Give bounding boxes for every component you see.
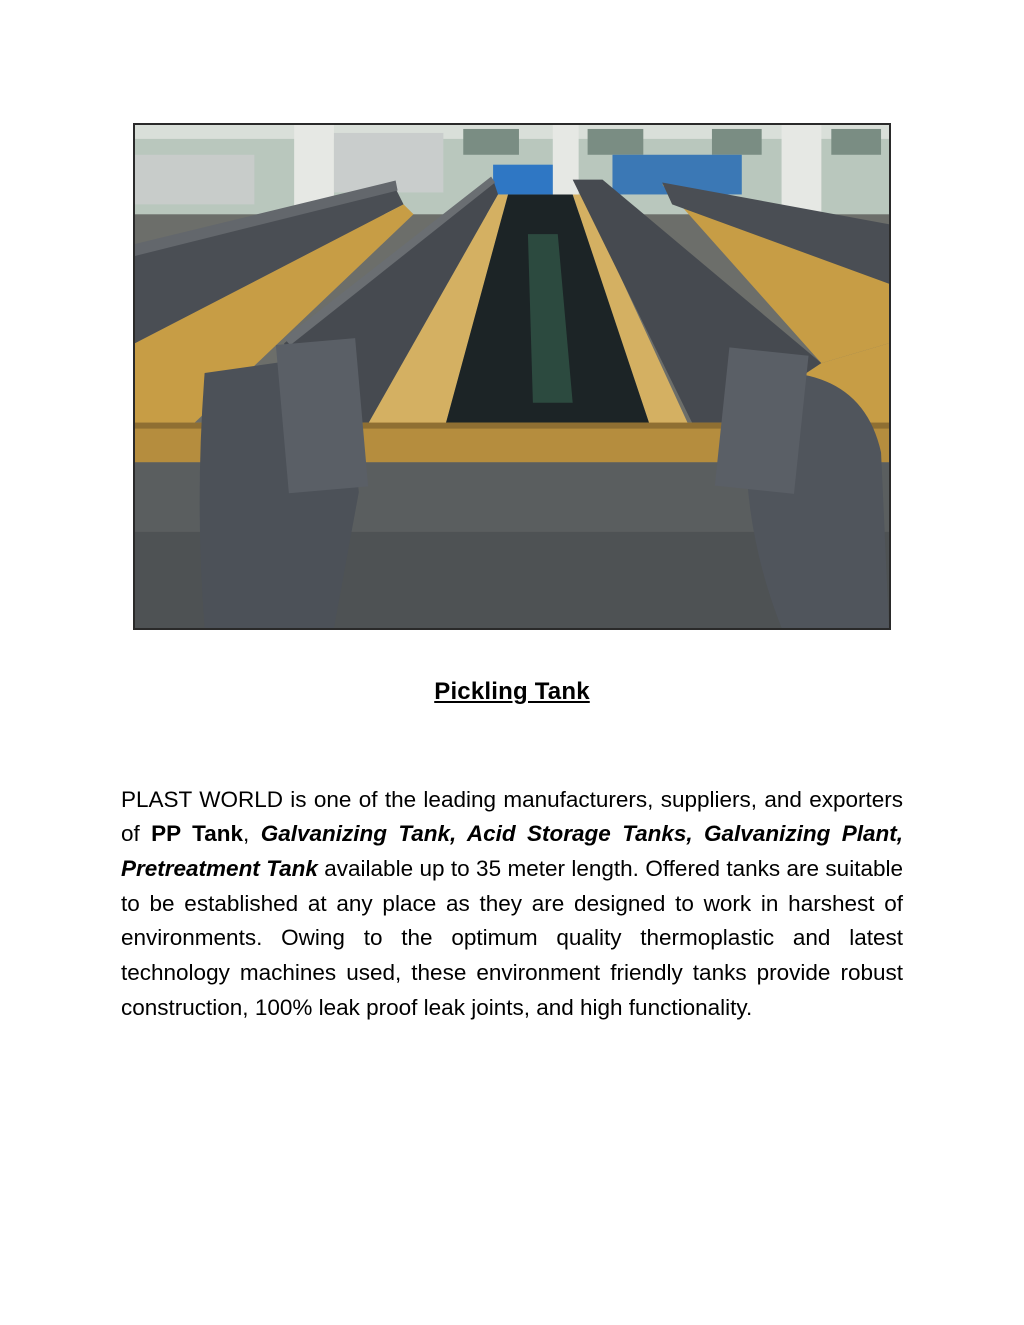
body-text: available up to 35 meter length. Offered tanks are suitable to be established at any place as they are designed to work in harshest of environments. Owing to the optimum quality thermoplastic and latest technology machines used, these environment friendly tanks provide robust construction, 100% leak proof leak joints, and high functionality.	[121, 855, 903, 1020]
description-paragraph	[121, 783, 903, 1026]
intro-text: PLAST WORLD is one of the leading manufacturers, suppliers, and exporters of	[121, 786, 903, 847]
separator-text: ,	[243, 821, 261, 847]
page-title: Pickling Tank	[434, 678, 590, 705]
pickling-tank-photo	[133, 123, 891, 630]
pp-tank-text: PP Tank	[151, 821, 244, 847]
product-list-text: Galvanizing Tank, Acid Storage Tanks, Galvanizing Plant, Pretreatment Tank	[121, 821, 903, 881]
